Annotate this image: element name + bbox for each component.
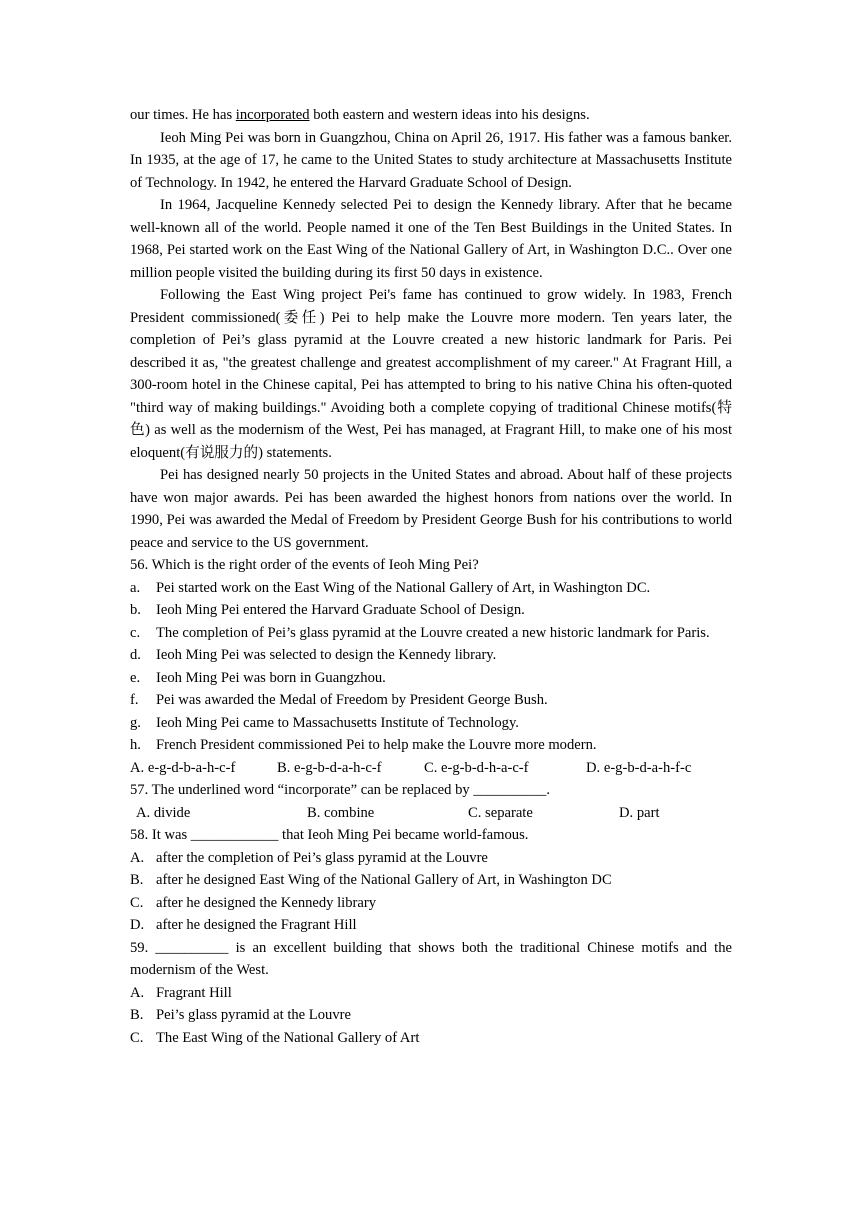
event-b [130,599,732,622]
option-text: after he designed the Kennedy library [156,894,377,911]
event-key: a. [130,579,141,596]
passage-paragraph-3: Following the East Wing project Pei's fame has continued to grow widely. In 1983, French President commissioned(委任) Pei to help make the Louvre more modern. Ten years later, the completion of Pei’s glass pyramid at the Louvre created a new historic landmark for Paris. Pei described it as, "the greatest challenge and greatest accomplishment of my career." At Fragrant Hill, a 300-room hotel in the Chinese capital, Pei has attempted to bring to his native China his often-quoted "third way of making buildings." Avoiding both a complete copying of traditional Chinese motifs(特色) as well as the modernism of the West, Pei has managed, at Fragrant Hill, to make one of his most eloquent(有说服力的) statements. [130,287,732,461]
passage-paragraph-2: In 1964, Jacqueline Kennedy selected Pei to design the Kennedy library. After that he became well-known all of the world. People named it one of the Ten Best Buildings in the United States. In 1968, Pei started work on the East Wing of the National Gallery of Art, in Washington D.C.. Over one million people visited the building during its first 50 days in existence. [130,197,732,281]
choice-c: C. e-g-b-d-h-a-c-f [424,759,529,776]
choice-c: C. separate [468,804,533,821]
option-text: Pei’s glass pyramid at the Louvre [156,1007,351,1023]
event-text: The completion of Pei’s glass pyramid at the Louvre created a new historic landmark for Paris. [156,624,710,641]
option-text: after the completion of Pei’s glass pyramid at the Louvre [156,849,488,866]
underlined-word: incorporated [235,107,310,123]
option-c [130,1027,732,1050]
event-text: Ieoh Ming Pei entered the Harvard Graduate School of Design. [156,602,525,618]
question-59-stem: 59. __________ is an excellent building that shows both the traditional Chinese motifs and the modernism of the West. [130,939,732,978]
question-56-choices [130,757,732,780]
option-b [130,1004,732,1027]
event-text: Ieoh Ming Pei came to Massachusetts Institute of Technology. [156,714,519,731]
choice-b: B. combine [307,804,375,821]
passage-paragraph-1: Ieoh Ming Pei was born in Guangzhou, China on April 26, 1917. His father was a famous banker. In 1935, at the age of 17, he came to the United States to study architecture at Massachusetts Institute of Technology. In 1942, he entered the Harvard Graduate School of Design. [130,129,732,191]
option-text: Fragrant Hill [156,984,232,1001]
document-body [130,104,732,1049]
choice-a: A. e-g-d-b-a-h-c-f [130,759,236,776]
option-key: D. [130,917,145,933]
option-a [130,847,732,870]
event-key: e. [130,669,141,686]
option-b [130,869,732,892]
passage-p0-after: both eastern and western ideas into his designs. [309,107,590,123]
choice-d: D. e-g-b-d-a-h-f-c [586,759,692,776]
event-key: g. [130,714,141,731]
question-57-choices [130,802,732,825]
question-58-stem: 58. It was ____________ that Ieoh Ming Pei became world-famous. [130,827,529,843]
choice-b: B. e-g-b-d-a-h-c-f [277,759,382,776]
event-e [130,667,732,690]
event-g [130,712,732,735]
event-d [130,644,732,667]
event-text: Pei was awarded the Medal of Freedom by President George Bush. [156,692,548,708]
option-text: after he designed the Fragrant Hill [156,917,357,933]
event-text: Ieoh Ming Pei was born in Guangzhou. [156,669,386,686]
option-a [130,982,732,1005]
event-c [130,622,732,645]
question-57-stem: 57. The underlined word “incorporate” can be replaced by __________. [130,782,550,798]
passage-paragraph-4: Pei has designed nearly 50 projects in the United States and abroad. About half of these projects have won major awards. Pei has been awarded the highest honors from nations over the world. In 1990, Pei was awarded the Medal of Freedom by President George Bush for his contributions to world peace and service to the US government. [130,467,732,551]
event-h [130,734,732,757]
option-key: C. [130,894,144,911]
passage-p0-before: our times. He has [130,107,236,123]
event-key: b. [130,602,141,618]
option-c [130,892,732,915]
option-d [130,914,732,937]
event-a [130,577,732,600]
option-text: after he designed East Wing of the National Gallery of Art, in Washington DC [156,872,612,888]
choice-d: D. part [619,804,660,821]
event-key: c. [130,624,141,641]
event-key: h. [130,737,141,753]
option-key: A. [130,849,145,866]
event-text: Ieoh Ming Pei was selected to design the Kennedy library. [156,647,497,663]
event-f [130,689,732,712]
option-text: The East Wing of the National Gallery of Art [156,1029,420,1046]
passage-paragraph-0 [130,104,732,127]
event-text: Pei started work on the East Wing of the National Gallery of Art, in Washington DC. [156,579,651,596]
event-text: French President commissioned Pei to help make the Louvre more modern. [156,737,597,753]
option-key: A. [130,984,145,1001]
choice-a: A. divide [136,804,191,821]
event-key: d. [130,647,141,663]
option-key: B. [130,872,144,888]
option-key: B. [130,1007,144,1023]
option-key: C. [130,1029,144,1046]
event-key: f. [130,692,139,708]
question-56-stem: 56. Which is the right order of the events of Ieoh Ming Pei? [130,557,479,573]
